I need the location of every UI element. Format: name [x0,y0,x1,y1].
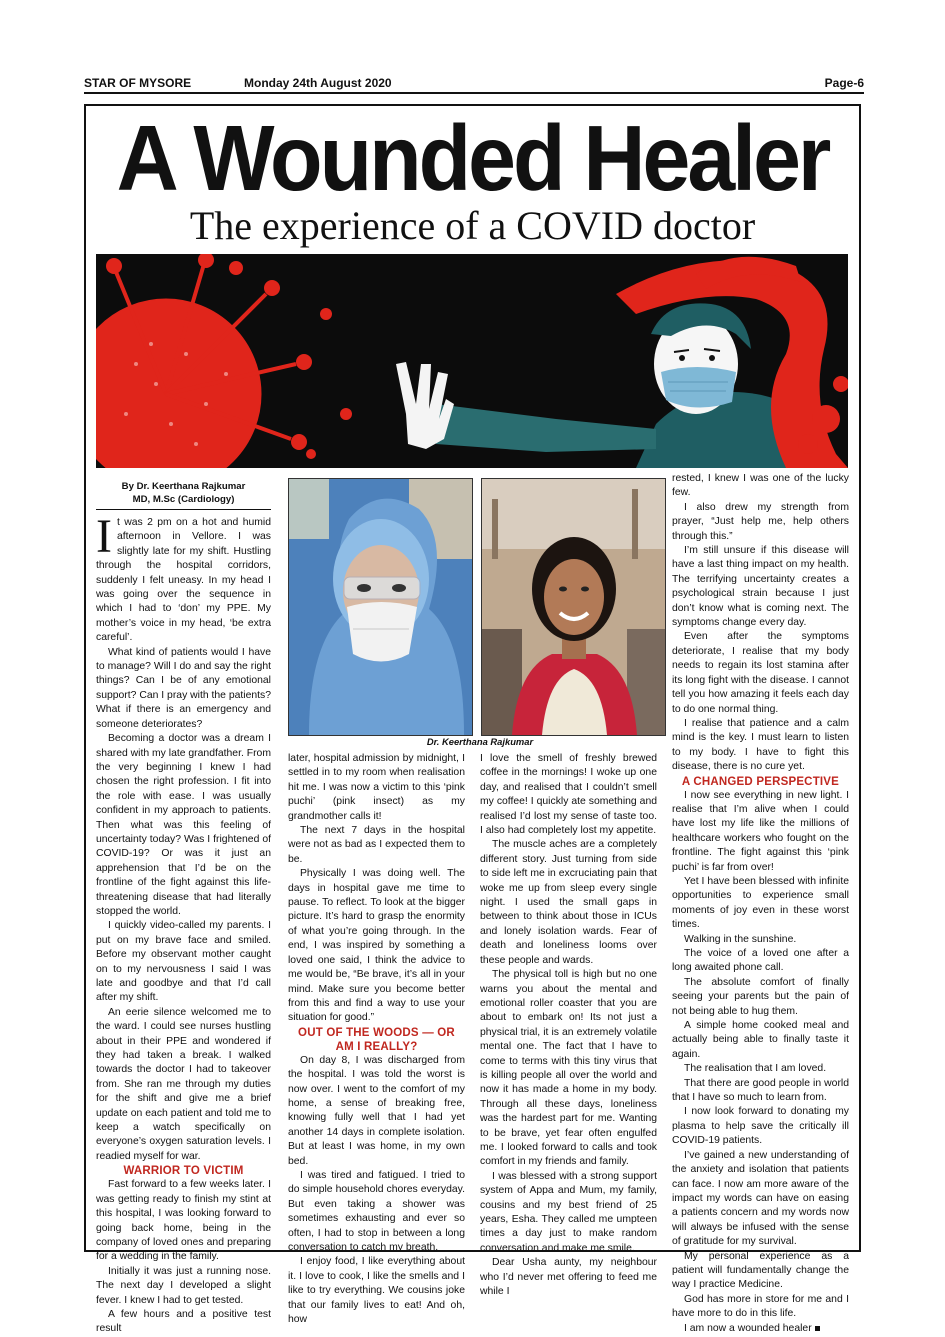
article-column-2 [288,752,465,1327]
paragraph: Yet I have been blessed with infinite opportunities to experience small moments of joy even in these worst times. [672,875,849,931]
masthead-rule [84,92,864,94]
section-heading: OUT OF THE WOODS — OR AM I REALLY? [298,1026,455,1053]
article-column-4 [672,472,849,1336]
masthead [84,76,864,92]
byline-author: By Dr. Keerthana Rajkumar [121,481,246,492]
paragraph: That there are good people in world that I have so much to learn from. [672,1077,849,1104]
paragraph: I was tired and fatigued. I tried to do simple household chores everyday. But even taking a shower was sometimes exhausting and ever so often, I had to stop in between a long conversation to catch my breath. [288,1169,465,1253]
paragraph: On day 8, I was discharged from the hospital. I was told the worst is now over. I went to the comfort of my home, a sense of breaking free, knowing fully well that I had yet another 14 days in complete isolation. But at least I was home, in my own bed. [288,1054,465,1167]
paragraph: later, hospital admission by midnight, I settled in to my room when realisation hit me. I was now a victim to this ‘pink puchi’ (pink insect) as my grandmother calls it! [288,753,465,822]
paragraph: God has more in store for me and I have more to do in this life. [672,1293,849,1320]
paragraph: The voice of a loved one after a long awaited phone call. [672,948,849,974]
paragraph: Even after the symptoms deteriorate, I realise that my body needs to regain its lost stamina after its long fight with the disease. I cannot tell you how amazing it feels each day to do one normal thing. [672,631,849,715]
face-mask-icon [661,367,736,408]
paragraph: The muscle aches are a completely different story. Just turning from side to side left me in excruciating pain that woke me up from sleep every single night. I used the small gaps in between to think about those in ICUs and lonely isolation wards. Fear of death and loneliness looms over these people and wards. [480,839,657,966]
paragraph: Becoming a doctor was a dream I shared with my late grandfather. From the very beginning I knew I had chosen the right profession. I fit into the role with ease. I was usually confident in my approach to patients. Then what was this feeling of uncertainty today? Was I frightened of COVID-19? Or was it just an apprehension that I’d be on the frontline of the fight against this life-threatening disease that had literally stopped the world. [96,733,271,917]
paragraph: I am now a wounded healer [672,1322,849,1336]
issue-date: Monday 24th August 2020 [244,76,392,90]
section-heading: WARRIOR TO VICTIM [123,1165,244,1178]
banner-illustration [96,254,848,468]
paragraph: The realisation that I am loved. [684,1063,827,1075]
paragraph: rested, I knew I was one of the lucky few. [672,473,849,499]
drop-cap: I [96,510,112,563]
paragraph: Walking in the sunshine. [684,933,797,945]
subheadline: The experience of a COVID doctor [189,203,756,248]
byline [96,480,271,506]
newspaper-name: STAR OF MYSORE [84,76,192,90]
paragraph: I’ve gained a new understanding of the anxiety and isolation that patients can face. I now am more aware of the impact my words can have on easing a patients concern and my words now will always be infused with the sense of gratitude for my survival. [672,1149,849,1248]
paragraph: I was blessed with a strong support system of Appa and Mum, my family, cousins and my best friend of 25 years, Esha. They called me umpteen times a day just to make random conversation and make me smile. [480,1170,657,1254]
paragraph: My personal experience as a patient will fundamentally change the way I practice Medicine. [672,1250,849,1291]
page-number: Page-6 [824,76,864,90]
paragraph: I now look forward to donating my plasma to help save the critically ill COVID-19 patients. [672,1106,849,1147]
paragraph: The physical toll is high but no one warns you about the mental and emotional roller coaster that you are about to embark on! Its not just a physical trial, it is an extremely volatile mental one. The fact that I have to come to terms with this tiny virus that is killing people all over the world and now it has made a home in my body. Through all these days, loneliness was the hardest part for me. Wanting to be brave, yet fear often engulfed me. I looked forward to calls and took comfort in my friends and family. [480,969,657,1168]
paragraph: Physically I was doing well. The days in hospital gave me time to pause. To reflect. To look at the bigger picture. It’s hard to grasp the enormity of what you’re going through. In the end, I was inspired by something a loved one said, I think the advice to me would be, “Be brave, it’s all in your mind. Make sure you become better from this and find a way to use your situation for good.” [288,868,465,1024]
paragraph: Fast forward to a few weeks later. I was getting ready to finish my stint at this hospital, I was looking forward to going back home, being in the company of loved ones and preparing for a wedding in the family. [96,1179,271,1263]
virus-and-doctor-illustration [96,254,848,468]
paragraph: I love the smell of freshly brewed coffee in the mornings! I woke up one day, and realised that I couldn’t smell my coffee! I quickly ate something and realised I’d lost my sense of taste too. I also had completely lost my appetite. [480,753,657,837]
paragraph: Dear Usha aunty, my neighbour who I’d never met offering to feed me while I [480,1257,657,1298]
byline-credentials: MD, M.Sc (Cardiology) [132,494,235,505]
paragraph: I also drew my strength from prayer, “Just help me, help others through this.” [672,501,849,542]
paragraph: I’m still unsure if this disease will have a last thing impact on my health. The terrifying uncertainty creates a psychological strain because I just don’t know what is coming next. The symptoms change every day. [672,545,849,629]
section-heading: A CHANGED PERSPECTIVE [681,775,840,788]
paragraph: A few hours and a positive test result [96,1308,271,1335]
paragraph: The absolute comfort of finally seeing your parents but the pain of not being able to hug them. [672,976,849,1017]
paragraph: I realise that patience and a calm mind is the key. I must learn to listen to my body. I have to fight this disease, there is no cure yet. [672,717,849,773]
paragraph: I enjoy food, I like everything about it. I love to cook, I like the smells and I like to try everything. We cousins joke that our family lives to eat! And oh, how [288,1256,465,1326]
end-mark-icon [815,1326,820,1331]
paragraph: An eerie silence welcomed me to the ward. I could see nurses hustling about in their PPE and wondered if they had taken a break. I walked towards the doctor I had to takeover from. She ran me through my duties for the shift and give me a brief update on each patient and told me to keep a watch specifically on everyone’s oxygen saturation levels. I readied myself for war. [96,1006,271,1162]
paragraph: Initially it was just a running nose. The next day I developed a slight fever. I knew I had to get tested. [96,1265,271,1306]
paragraph: I now see everything in new light. I realise that I’m alive when I could have lost my life like the millions of healthcare workers who fought on the frontline. The fight against this ‘pink puchi’ is far from over! [672,789,849,873]
photo-doctor-portrait [481,478,666,736]
photo-doctor-in-ppe [288,478,473,736]
paragraph: What kind of patients would I have to manage? Will I do and say the right things? Can I be of any emotional support? Can I pray with the patients? What if there is an emergency and someone deteriorates? [96,646,272,730]
paragraph: A simple home cooked meal and actually being able to finally taste it again. [672,1020,849,1060]
paragraph: The next 7 days in the hospital were not as bad as I expected them to be. [288,825,465,865]
paragraph: I quickly video-called my parents. I put on my brave face and smiled. Before my observant mother caught on to my nervousness I said I was late and goodbye and that I’d call after my shift. [96,920,271,1004]
photo-caption: Dr. Keerthana Rajkumar [426,736,534,747]
headline: A Wounded Healer [116,107,829,211]
article-column-3 [480,752,657,1299]
byline-rule [96,509,271,510]
article-column-1 [96,480,271,1337]
paragraph: It was 2 pm on a hot and humid afternoon in Vellore. I was slightly late for my shift. Hustling through the hospital corridors, suddenly I felt uneasy. In my head I was going over the sequence in which I had to ‘don’ my PPE. My mother’s voice in my head, ‘be extra careful’. [96,510,271,644]
